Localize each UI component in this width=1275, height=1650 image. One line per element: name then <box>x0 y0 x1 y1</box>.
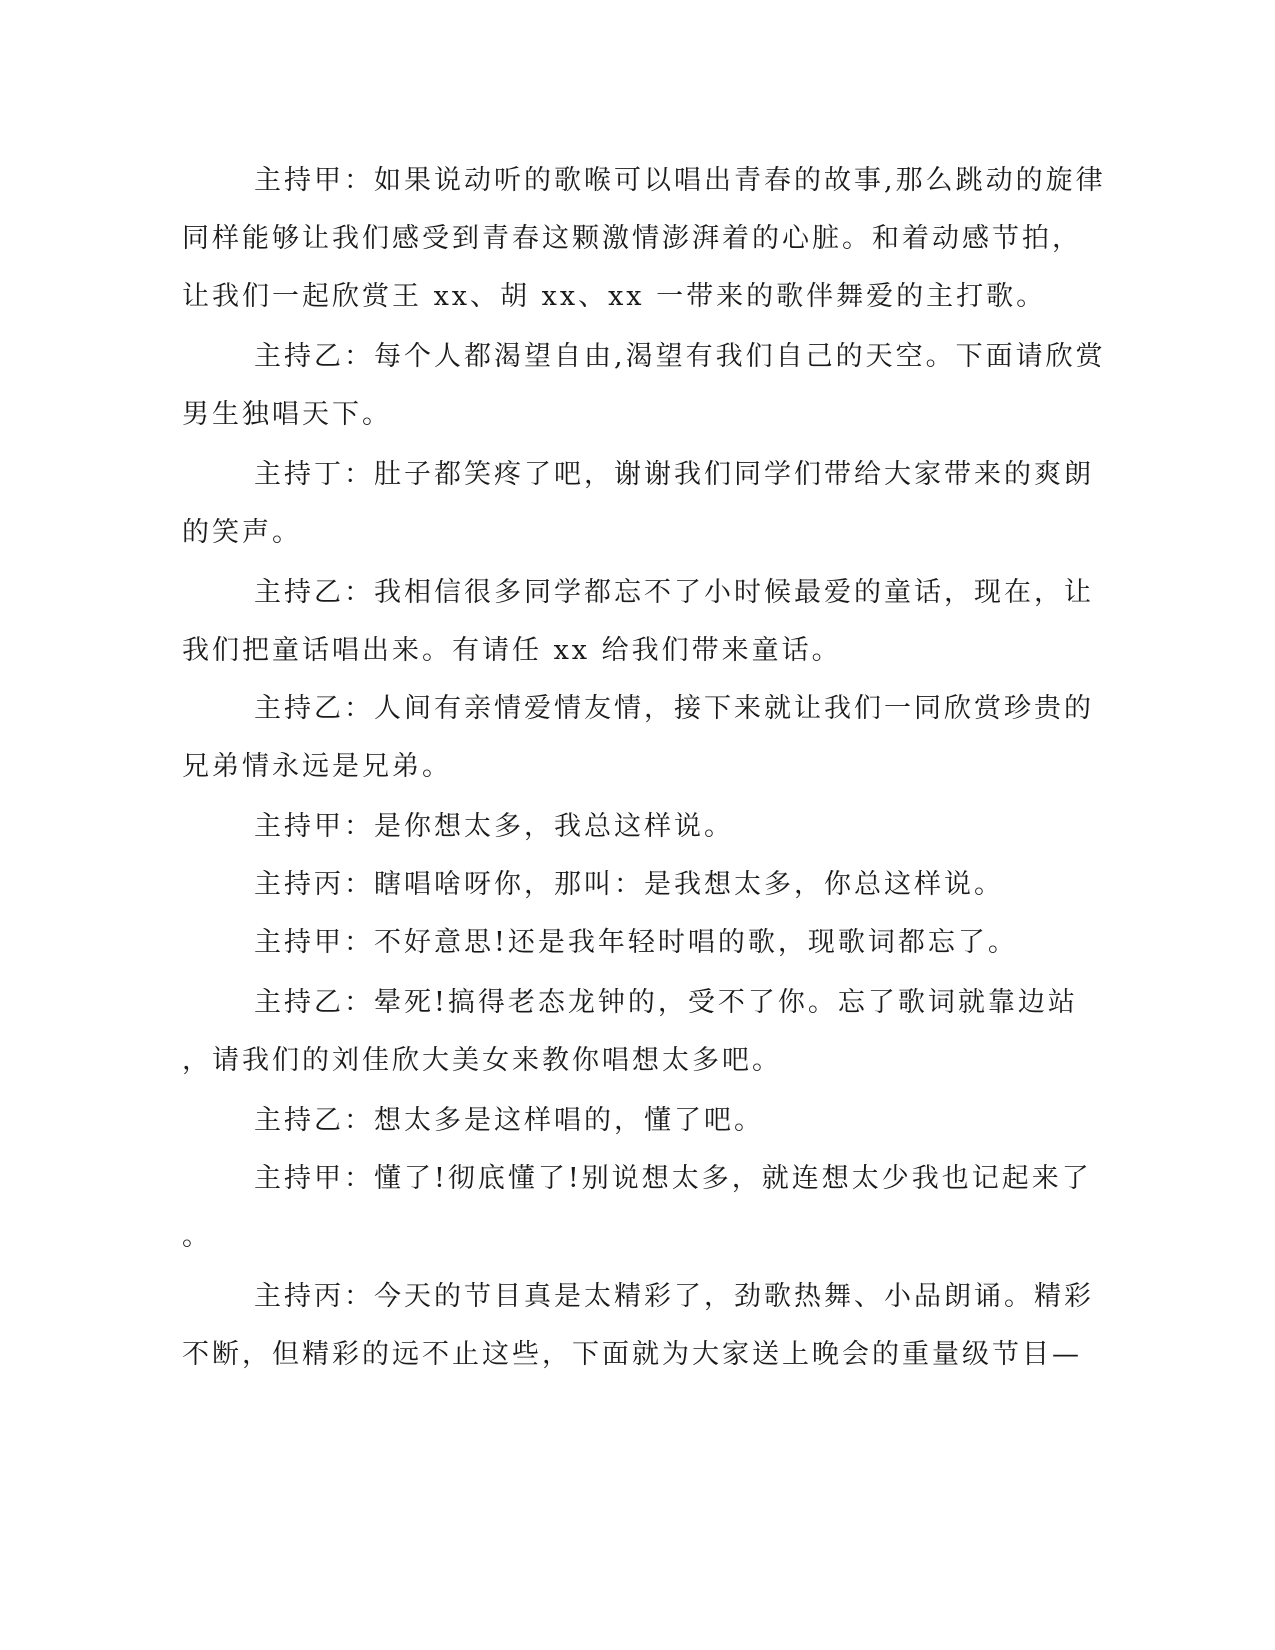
paragraph-line: 不断，但精彩的远不止这些，下面就为大家送上晚会的重量级节目— <box>182 1339 1082 1370</box>
paragraph-line: 主持乙：每个人都渴望自由,渴望有我们自己的天空。下面请欣赏 <box>254 341 1106 372</box>
paragraph-line: 主持甲：如果说动听的歌喉可以唱出青春的故事,那么跳动的旋律 <box>254 165 1106 196</box>
paragraph-line: 主持甲：不好意思!还是我年轻时唱的歌，现歌词都忘了。 <box>254 927 1018 958</box>
paragraph-line: ，请我们的刘佳欣大美女来教你唱想太多吧。 <box>182 1045 782 1076</box>
paragraph-line: 兄弟情永远是兄弟。 <box>182 751 452 782</box>
paragraph-line: 主持乙：我相信很多同学都忘不了小时候最爱的童话，现在，让 <box>254 577 1094 608</box>
paragraph-line: 主持乙：人间有亲情爱情友情，接下来就让我们一同欣赏珍贵的 <box>254 693 1094 724</box>
paragraph-line: 。 <box>182 1221 212 1252</box>
paragraph-line: 主持乙：晕死!搞得老态龙钟的，受不了你。忘了歌词就靠边站 <box>254 987 1078 1018</box>
paragraph-line: 男生独唱天下。 <box>182 399 392 430</box>
paragraph-line: 主持甲：懂了!彻底懂了!别说想太多，就连想太少我也记起来了 <box>254 1163 1092 1194</box>
paragraph-line: 让我们一起欣赏王 xx、胡 xx、xx 一带来的歌伴舞爱的主打歌。 <box>182 281 1047 312</box>
paragraph-line: 我们把童话唱出来。有请任 xx 给我们带来童话。 <box>182 635 842 666</box>
paragraph-line: 主持乙：想太多是这样唱的，懂了吧。 <box>254 1105 764 1136</box>
paragraph-line: 主持丙：今天的节目真是太精彩了，劲歌热舞、小品朗诵。精彩 <box>254 1281 1094 1312</box>
paragraph-line: 主持甲：是你想太多，我总这样说。 <box>254 811 734 842</box>
paragraph-line: 的笑声。 <box>182 517 302 548</box>
paragraph-line: 同样能够让我们感受到青春这颗激情澎湃着的心脏。和着动感节拍， <box>182 223 1082 254</box>
paragraph-line: 主持丙：瞎唱啥呀你，那叫：是我想太多，你总这样说。 <box>254 869 1004 900</box>
paragraph-line: 主持丁：肚子都笑疼了吧，谢谢我们同学们带给大家带来的爽朗 <box>254 459 1094 490</box>
